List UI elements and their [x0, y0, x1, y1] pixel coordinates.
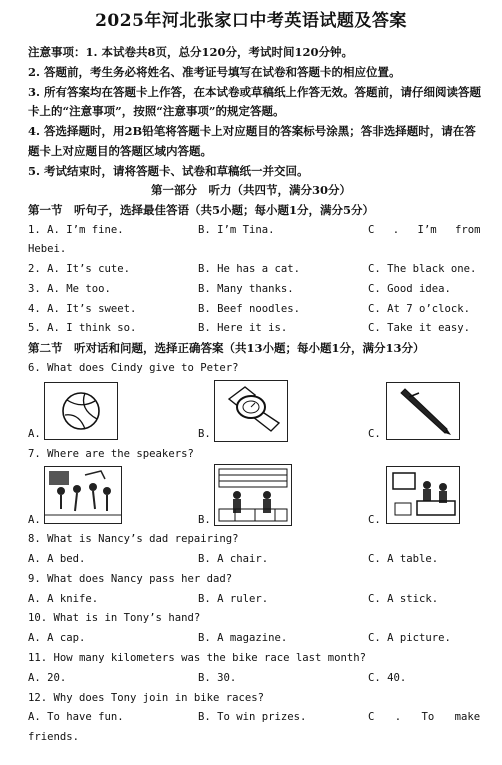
q10-option-c: C. A picture.	[368, 632, 451, 644]
note-1: 注意事项：1. 本试卷共8页，总分120分，考试时间120分钟。	[28, 45, 354, 59]
q12-option-c-cont: friends.	[28, 731, 80, 743]
note-2: 2. 答题前，考生务必将姓名、准考证号填写在试卷和答题卡的相应位置。	[28, 65, 401, 79]
q6-picture-c	[386, 382, 460, 440]
q1-option-a: 1. A. I’m fine.	[28, 224, 124, 236]
q7-picture-a	[44, 466, 122, 524]
q2-option-c: C. The black one.	[368, 263, 477, 275]
shop-icon	[215, 465, 291, 525]
q7-label-a: A.	[28, 514, 41, 526]
note-3-cont: 卡上的“注意事项”，按照“注意事项”的规定答题。	[28, 104, 285, 118]
q12-question: 12. Why does Tony join in bike races?	[28, 692, 264, 704]
page-title: 2025年河北张家口中考英语试题及答案	[95, 11, 407, 31]
q5-option-c: C. Take it easy.	[368, 322, 471, 334]
q1-option-b: B. I’m Tina.	[198, 224, 275, 236]
q8-option-c: C. A table.	[368, 553, 439, 565]
q12-option-a: A. To have fun.	[28, 711, 124, 723]
playground-icon	[45, 467, 121, 523]
note-3: 3. 所有答案均在答题卡上作答，在本试卷或草稿纸上作答无效。答题前，请仔细阅读答题	[28, 85, 482, 99]
q6-label-c: C.	[368, 428, 381, 440]
q12-option-b: B. To win prizes.	[198, 711, 307, 723]
part-heading: 第一部分 听力（共四节，满分30分）	[150, 183, 351, 197]
q4-option-c: C. At 7 o’clock.	[368, 303, 471, 315]
q4-option-b: B. Beef noodles.	[198, 303, 301, 315]
q7-label-b: B.	[198, 514, 211, 526]
q8-option-b: B. A chair.	[198, 553, 269, 565]
q8-option-a: A. A bed.	[28, 553, 86, 565]
q7-question: 7. Where are the speakers?	[28, 448, 194, 460]
note-4-cont: 题卡上对应题目的答题区域内答题。	[28, 144, 212, 158]
q6-label-a: A.	[28, 428, 41, 440]
q6-picture-b	[214, 380, 288, 442]
q1-option-c: C . I’m from	[368, 224, 481, 236]
q3-option-c: C. Good idea.	[368, 283, 451, 295]
q11-question: 11. How many kilometers was the bike race last month?	[28, 652, 367, 664]
q5-option-b: B. Here it is.	[198, 322, 288, 334]
note-5: 5. 考试结束时，请将答题卡、试卷和草稿纸一并交回。	[28, 164, 309, 178]
q9-option-b: B. A ruler.	[198, 593, 269, 605]
q11-option-c: C. 40.	[368, 672, 407, 684]
section-2-heading: 第二节 听对话和问题，选择正确答案（共13小题；每小题1分，满分13分）	[28, 341, 425, 355]
q10-question: 10. What is in Tony’s hand?	[28, 612, 201, 624]
q2-option-b: B. He has a cat.	[198, 263, 301, 275]
q9-question: 9. What does Nancy pass her dad?	[28, 573, 233, 585]
q7-picture-c	[386, 466, 460, 524]
note-4: 4. 答选择题时，用2B铅笔将答题卡上对应题目的答案标号涂黑；答非选择题时，请在答	[28, 124, 476, 138]
q10-option-b: B. A magazine.	[198, 632, 288, 644]
q3-option-b: B. Many thanks.	[198, 283, 294, 295]
q6-label-b: B.	[198, 428, 211, 440]
q6-question: 6. What does Cindy give to Peter?	[28, 362, 239, 374]
q11-option-a: A. 20.	[28, 672, 67, 684]
q3-option-a: 3. A. Me too.	[28, 283, 111, 295]
section-1-heading: 第一节 听句子，选择最佳答语（共5小题；每小题1分，满分5分）	[28, 203, 375, 217]
watch-icon	[215, 381, 287, 441]
q2-option-a: 2. A. It’s cute.	[28, 263, 131, 275]
q4-option-a: 4. A. It’s sweet.	[28, 303, 137, 315]
q12-option-c: C . To make	[368, 711, 481, 723]
q1-option-c-cont: Hebei.	[28, 243, 67, 255]
q7-picture-b	[214, 464, 292, 526]
q9-option-c: C. A stick.	[368, 593, 439, 605]
living-room-icon	[387, 467, 459, 523]
q6-picture-a	[44, 382, 118, 440]
q7-label-c: C.	[368, 514, 381, 526]
q5-option-a: 5. A. I think so.	[28, 322, 137, 334]
q9-option-a: A. A knife.	[28, 593, 99, 605]
q11-option-b: B. 30.	[198, 672, 237, 684]
volleyball-icon	[45, 383, 117, 439]
q8-question: 8. What is Nancy’s dad repairing?	[28, 533, 239, 545]
q10-option-a: A. A cap.	[28, 632, 86, 644]
pen-icon	[387, 383, 459, 439]
